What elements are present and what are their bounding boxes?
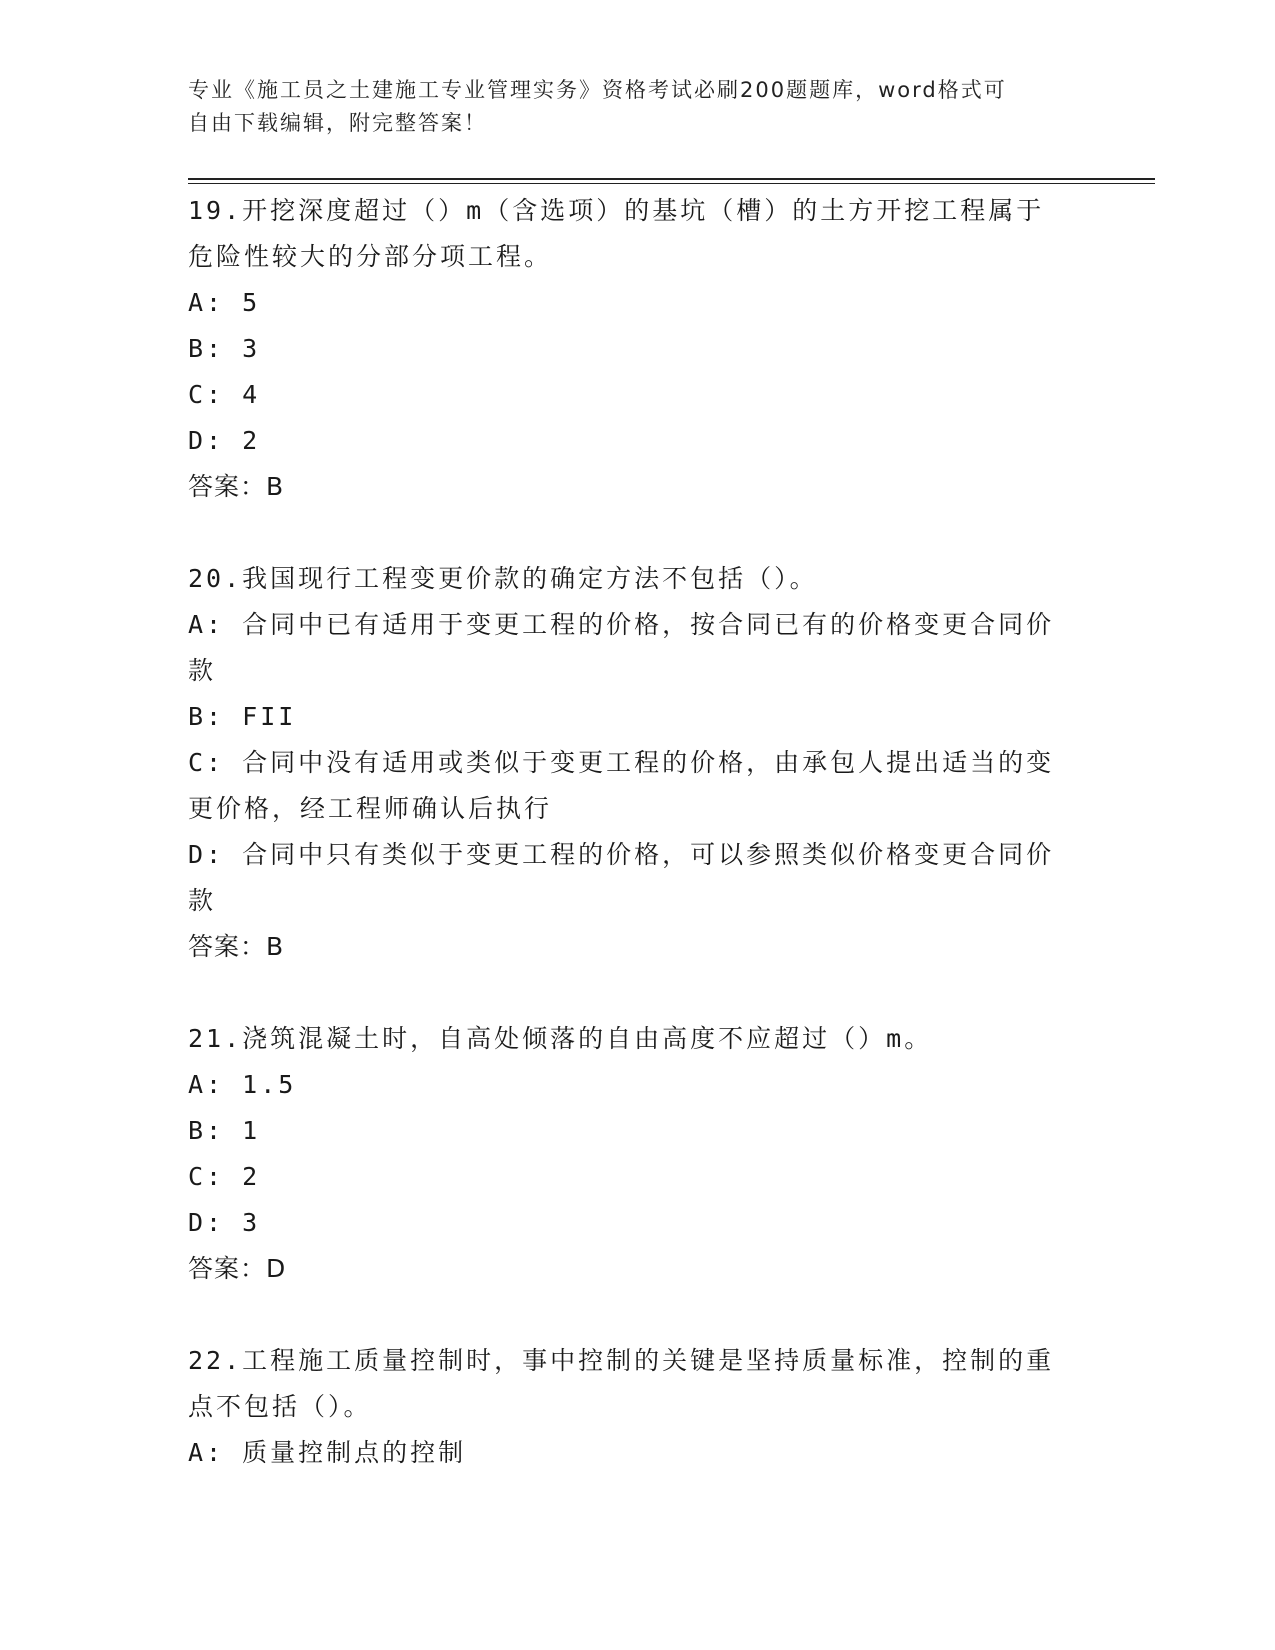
question-22-stem-line-1: 22.工程施工质量控制时，事中控制的关键是坚持质量标准，控制的重 (188, 1346, 1055, 1375)
question-spacer (188, 970, 1088, 1016)
question-21-option-d: D: 3 (188, 1208, 261, 1237)
header-divider-thin (188, 183, 1155, 184)
header-divider-thick (188, 178, 1155, 180)
question-20 (188, 556, 1088, 970)
question-spacer (188, 510, 1088, 556)
question-20-option-c-line-1: C: 合同中没有适用或类似于变更工程的价格，由承包人提出适当的变 (188, 748, 1055, 777)
question-19-stem-line-1: 19.开挖深度超过（）m（含选项）的基坑（槽）的土方开挖工程属于 (188, 196, 1045, 225)
question-20-option-a-line-2: 款 (188, 656, 217, 685)
question-19-stem-line-2: 危险性较大的分部分项工程。 (188, 242, 553, 271)
question-19-option-d: D: 2 (188, 426, 261, 455)
question-21-answer: 答案：D (188, 1254, 287, 1283)
question-22-stem-line-2: 点不包括（）。 (188, 1392, 372, 1421)
question-20-stem: 20.我国现行工程变更价款的确定方法不包括（）。 (188, 564, 818, 593)
question-19-option-b: B: 3 (188, 334, 261, 363)
question-spacer (188, 1292, 1088, 1338)
question-20-option-a-line-1: A: 合同中已有适用于变更工程的价格，按合同已有的价格变更合同价 (188, 610, 1055, 639)
question-21-stem: 21.浇筑混凝土时，自高处倾落的自由高度不应超过（）m。 (188, 1024, 933, 1053)
question-20-option-c-line-2: 更价格，经工程师确认后执行 (188, 794, 553, 823)
header-line-1: 专业《施工员之土建施工专业管理实务》资格考试必刷200题题库，word格式可 (188, 78, 1007, 102)
question-20-option-d-line-1: D: 合同中只有类似于变更工程的价格，可以参照类似价格变更合同价 (188, 840, 1055, 869)
question-19-option-a: A: 5 (188, 288, 261, 317)
question-21-option-a: A: 1.5 (188, 1070, 297, 1099)
question-20-option-b: B: FII (188, 702, 297, 731)
question-20-option-d-line-2: 款 (188, 886, 217, 915)
question-22-option-a: A: 质量控制点的控制 (188, 1438, 467, 1467)
question-21-option-c: C: 2 (188, 1162, 261, 1191)
question-21 (188, 1016, 1088, 1292)
question-19-option-c: C: 4 (188, 380, 261, 409)
question-19-answer: 答案：B (188, 472, 285, 501)
header-line-2: 自由下载编辑，附完整答案！ (188, 111, 487, 135)
question-20-answer: 答案：B (188, 932, 285, 961)
document-header (188, 74, 1068, 140)
question-21-option-b: B: 1 (188, 1116, 261, 1145)
question-list (188, 188, 1088, 1476)
question-19 (188, 188, 1088, 510)
question-22 (188, 1338, 1088, 1476)
